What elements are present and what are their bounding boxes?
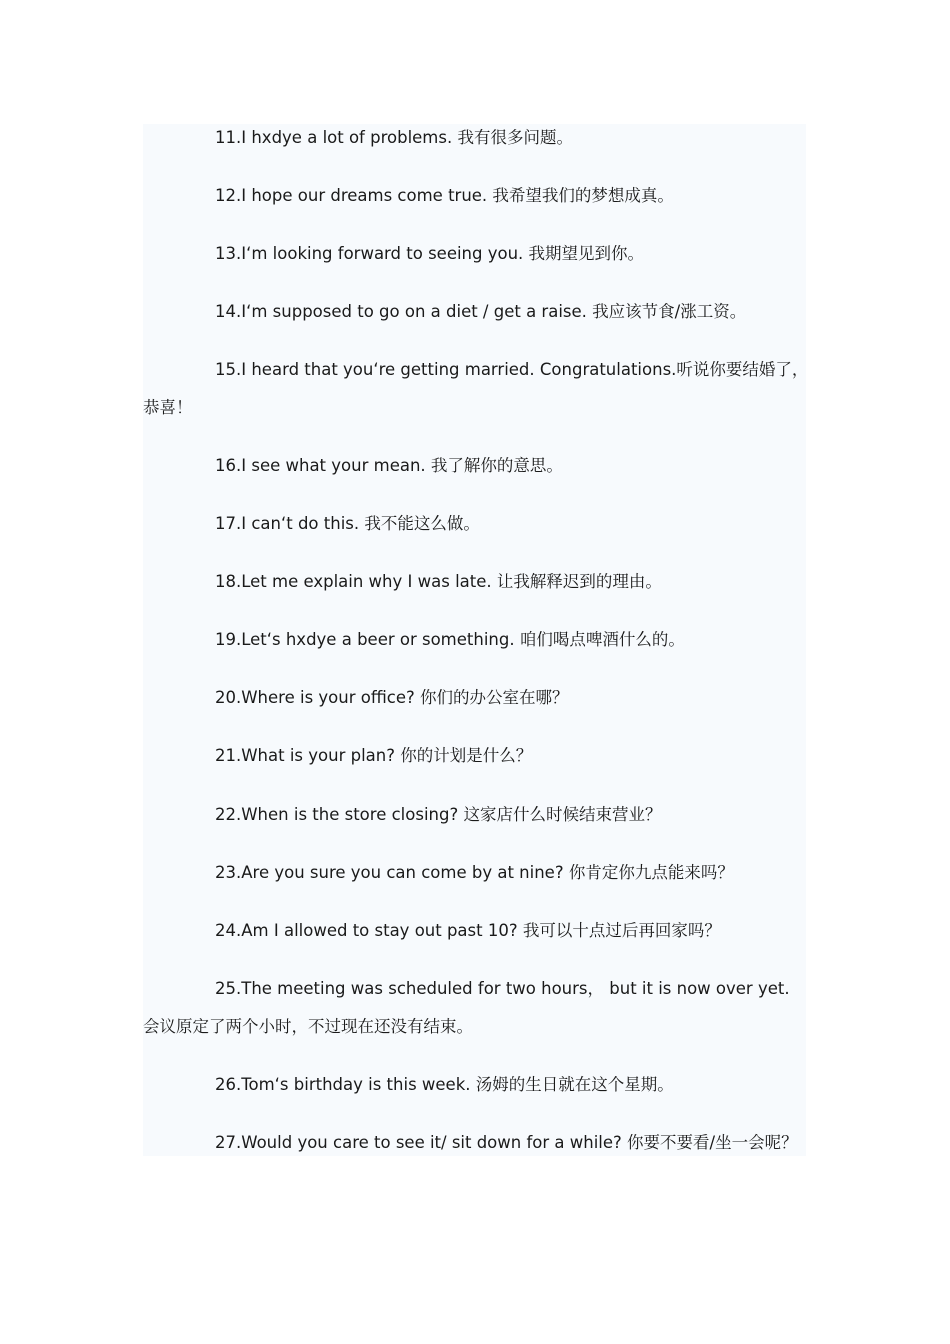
phrase-line-12: 12.I hope our dreams come true. 我希望我们的梦想成真。 (215, 186, 674, 205)
phrase-line-16: 16.I see what your mean. 我了解你的意思。 (215, 456, 563, 475)
phrase-line-21: 21.What is your plan? 你的计划是什么？ (215, 746, 533, 765)
phrase-line-14: 14.I‘m supposed to go on a diet / get a raise. 我应该节食/涨工资。 (215, 302, 747, 321)
phrase-line-24: 24.Am I allowed to stay out past 10? 我可以十点过后再回家吗？ (215, 921, 721, 940)
phrase-line-25: 25.The meeting was scheduled for two hours， but it is now over yet. (215, 979, 790, 998)
phrase-line-22: 22.When is the store closing? 这家店什么时候结束营业？ (215, 805, 662, 824)
phrase-line-15-continued: 恭喜！ (143, 398, 193, 417)
phrase-line-11: 11.I hxdye a lot of problems. 我有很多问题。 (215, 128, 573, 147)
phrase-line-15: 15.I heard that you‘re getting married. Congratulations.听说你要结婚了， (215, 360, 809, 379)
phrase-line-19: 19.Let‘s hxdye a beer or something. 咱们喝点啤酒什么的。 (215, 630, 685, 649)
phrase-line-18: 18.Let me explain why I was late. 让我解释迟到的理由。 (215, 572, 662, 591)
phrase-line-17: 17.I can‘t do this. 我不能这么做。 (215, 514, 480, 533)
phrase-line-26: 26.Tom‘s birthday is this week. 汤姆的生日就在这个星期。 (215, 1075, 674, 1094)
phrase-line-23: 23.Are you sure you can come by at nine? 你肯定你九点能来吗？ (215, 863, 734, 882)
phrase-line-25-continued: 会议原定了两个小时，不过现在还没有结束。 (143, 1017, 473, 1036)
document-page (143, 124, 809, 1156)
phrase-line-27: 27.Would you care to see it/ sit down for a while? 你要不要看/坐一会呢？ (215, 1133, 798, 1152)
phrase-line-20: 20.Where is your office? 你们的办公室在哪？ (215, 688, 569, 707)
phrase-line-13: 13.I‘m looking forward to seeing you. 我期望见到你。 (215, 244, 645, 263)
